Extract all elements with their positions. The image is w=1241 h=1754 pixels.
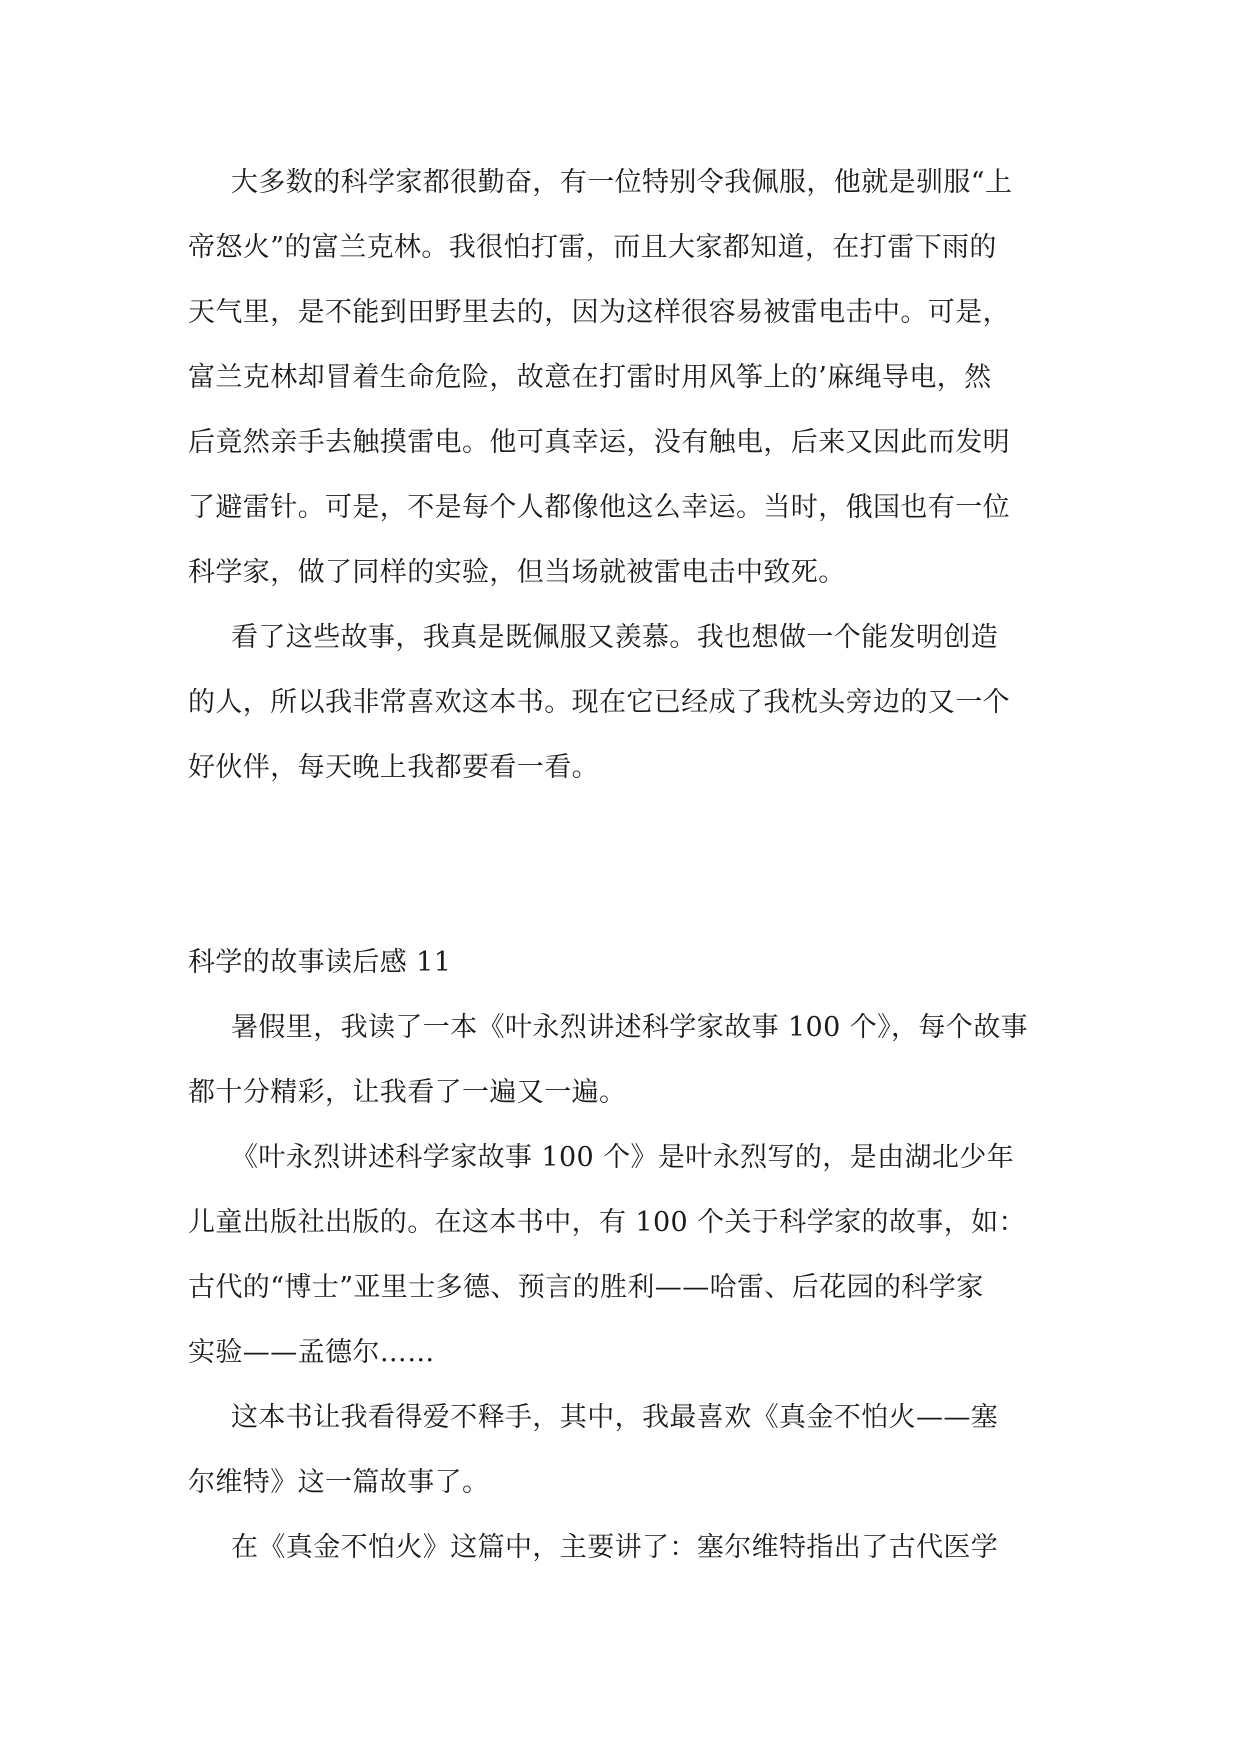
text-line: 富兰克林却冒着生命危险，故意在打雷时用风筝上的’麻绳导电，然 (188, 362, 992, 393)
text-line: 古代的“博士”亚里士多德、预言的胜利——哈雷、后花园的科学家 (188, 1272, 984, 1303)
text-line: 这本书让我看得爱不释手，其中，我最喜欢《真金不怕火——塞 (231, 1402, 999, 1433)
text-line: 暑假里，我读了一本《叶永烈讲述科学家故事 100 个》，每个故事 (231, 1012, 1028, 1043)
text-line: 看了这些故事，我真是既佩服又羡慕。我也想做一个能发明创造 (231, 622, 999, 653)
text-line: 的人，所以我非常喜欢这本书。现在它已经成了我枕头旁边的又一个 (188, 687, 1010, 718)
text-line: 了避雷针。可是，不是每个人都像他这么幸运。当时，俄国也有一位 (188, 492, 1010, 523)
text-line: 在《真金不怕火》这篇中，主要讲了：塞尔维特指出了古代医学 (231, 1532, 999, 1563)
text-line: 后竟然亲手去触摸雷电。他可真幸运，没有触电，后来又因此而发明 (188, 427, 1010, 458)
section-title: 科学的故事读后感 11 (188, 947, 452, 978)
text-line: 实验——孟德尔…… (188, 1337, 435, 1368)
text-line: 天气里，是不能到田野里去的，因为这样很容易被雷电击中。可是， (188, 297, 1010, 328)
text-line: 儿童出版社出版的。在这本书中，有 100 个关于科学家的故事，如： (188, 1207, 1026, 1238)
text-line: 都十分精彩，让我看了一遍又一遍。 (188, 1077, 627, 1108)
text-line: 《叶永烈讲述科学家故事 100 个》是叶永烈写的，是由湖北少年 (231, 1142, 1015, 1173)
text-line: 好伙伴，每天晚上我都要看一看。 (188, 752, 599, 783)
article-body (188, 160, 1088, 1590)
text-line: 大多数的科学家都很勤奋，有一位特别令我佩服，他就是驯服“上 (231, 167, 1013, 198)
text-line: 尔维特》这一篇故事了。 (188, 1467, 490, 1498)
text-line: 科学家，做了同样的实验，但当场就被雷电击中致死。 (188, 557, 846, 588)
text-line: 帝怒火”的富兰克林。我很怕打雷，而且大家都知道，在打雷下雨的 (188, 232, 997, 263)
